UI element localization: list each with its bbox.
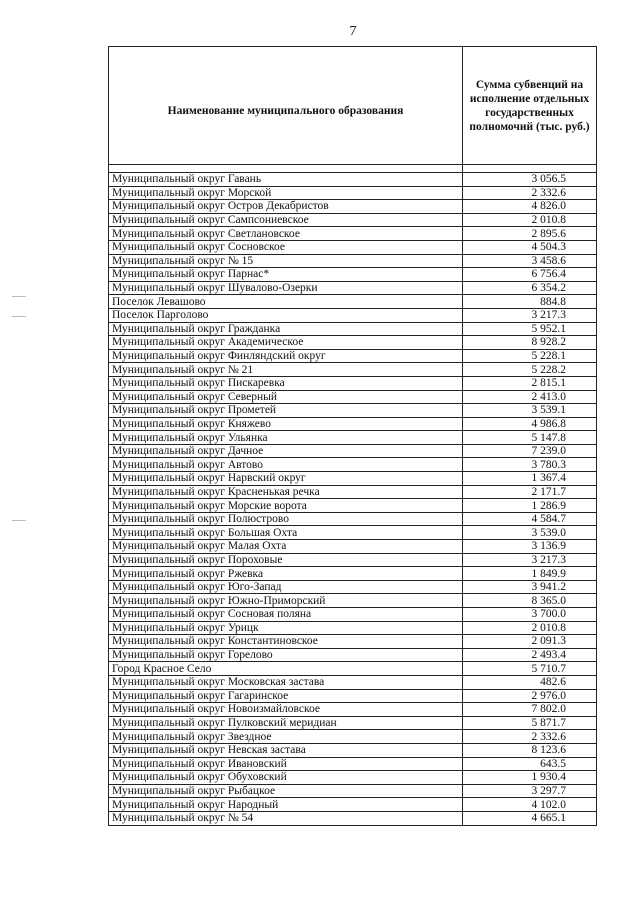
municipality-name-cell: Муниципальный округ Юго-Запад (109, 580, 463, 594)
subvention-amount-cell: 5 147.8 (463, 431, 597, 445)
table-row (109, 458, 597, 472)
subvention-amount-cell: 5 228.1 (463, 349, 597, 363)
municipality-name-cell: Муниципальный округ Красненькая речка (109, 485, 463, 499)
table-row (109, 254, 597, 268)
subvention-amount-cell: 4 986.8 (463, 417, 597, 431)
table-row (109, 580, 597, 594)
subvention-amount-cell: 3 539.1 (463, 404, 597, 418)
table-row (109, 743, 597, 757)
subvention-amount-cell: 3 458.6 (463, 254, 597, 268)
subvention-amount-cell: 8 928.2 (463, 336, 597, 350)
subvention-amount-cell: 3 780.3 (463, 458, 597, 472)
subvention-amount-cell: 2 895.6 (463, 227, 597, 241)
table-row (109, 390, 597, 404)
table-row (109, 240, 597, 254)
table-row (109, 268, 597, 282)
table-row (109, 512, 597, 526)
municipality-name-cell: Муниципальный округ Морской (109, 186, 463, 200)
subvention-amount-cell: 2 332.6 (463, 730, 597, 744)
subvention-amount-cell: 2 091.3 (463, 635, 597, 649)
table-row (109, 716, 597, 730)
municipality-name-cell: Муниципальный округ Урицк (109, 621, 463, 635)
table-row (109, 567, 597, 581)
subvention-amount-cell: 643.5 (463, 757, 597, 771)
subvention-table (108, 46, 597, 826)
municipality-name-cell: Муниципальный округ Финляндский округ (109, 349, 463, 363)
table-row (109, 308, 597, 322)
municipality-name-cell: Муниципальный округ Константиновское (109, 635, 463, 649)
table-row (109, 499, 597, 513)
subvention-amount-cell: 6 756.4 (463, 268, 597, 282)
table-row (109, 281, 597, 295)
subvention-amount-cell: 3 136.9 (463, 540, 597, 554)
table-row (109, 200, 597, 214)
subvention-amount-cell: 2 493.4 (463, 648, 597, 662)
municipality-name-cell: Муниципальный округ Обуховский (109, 771, 463, 785)
table-row (109, 608, 597, 622)
table-row (109, 553, 597, 567)
municipality-name-cell: Муниципальный округ Светлановское (109, 227, 463, 241)
table-row (109, 730, 597, 744)
municipality-name-cell: Муниципальный округ Рыбацкое (109, 784, 463, 798)
municipality-name-cell: Муниципальный округ Пискаревка (109, 376, 463, 390)
municipality-name-cell: Муниципальный округ Автово (109, 458, 463, 472)
subvention-amount-cell: 4 102.0 (463, 798, 597, 812)
column-header-sum: Сумма субвенций на исполнение отдельных государственных полномочий (тыс. руб.) (463, 47, 597, 165)
municipality-name-cell: Муниципальный округ Сампсониевское (109, 213, 463, 227)
table-row (109, 227, 597, 241)
table-row (109, 444, 597, 458)
table-row (109, 186, 597, 200)
table-row (109, 540, 597, 554)
subvention-amount-cell: 3 217.3 (463, 308, 597, 322)
table-row (109, 295, 597, 309)
table-row (109, 784, 597, 798)
table-row (109, 431, 597, 445)
municipality-name-cell: Муниципальный округ Княжево (109, 417, 463, 431)
subvention-amount-cell: 482.6 (463, 675, 597, 689)
table-row (109, 648, 597, 662)
table-row (109, 363, 597, 377)
table-row (109, 472, 597, 486)
subvention-amount-cell: 6 354.2 (463, 281, 597, 295)
table-row (109, 621, 597, 635)
municipality-name-cell: Поселок Парголово (109, 308, 463, 322)
table-row (109, 322, 597, 336)
subvention-amount-cell: 7 239.0 (463, 444, 597, 458)
subvention-table-container (108, 46, 590, 826)
table-row (109, 173, 597, 187)
municipality-name-cell: Муниципальный округ Гагаринское (109, 689, 463, 703)
subvention-amount-cell: 1 930.4 (463, 771, 597, 785)
table-row (109, 798, 597, 812)
subvention-amount-cell: 8 123.6 (463, 743, 597, 757)
scan-margin-mark (12, 520, 26, 521)
subvention-amount-cell: 2 010.8 (463, 621, 597, 635)
subvention-amount-cell: 5 871.7 (463, 716, 597, 730)
municipality-name-cell: Муниципальный округ Гавань (109, 173, 463, 187)
municipality-name-cell: Муниципальный округ Нарвский округ (109, 472, 463, 486)
table-body (109, 165, 597, 826)
municipality-name-cell: Муниципальный округ Горелово (109, 648, 463, 662)
table-row (109, 771, 597, 785)
subvention-amount-cell: 4 504.3 (463, 240, 597, 254)
table-row (109, 376, 597, 390)
municipality-name-cell: Муниципальный округ Московская застава (109, 675, 463, 689)
subvention-amount-cell: 884.8 (463, 295, 597, 309)
municipality-name-cell: Муниципальный округ Шувалово-Озерки (109, 281, 463, 295)
subvention-amount-cell: 8 365.0 (463, 594, 597, 608)
scan-margin-mark (12, 296, 26, 297)
municipality-name-cell: Муниципальный округ Пулковский меридиан (109, 716, 463, 730)
subvention-amount-cell: 4 665.1 (463, 811, 597, 825)
subvention-amount-cell: 3 539.0 (463, 526, 597, 540)
subvention-amount-cell: 7 802.0 (463, 703, 597, 717)
municipality-name-cell: Муниципальный округ Полюстрово (109, 512, 463, 526)
subvention-amount-cell: 3 297.7 (463, 784, 597, 798)
table-row (109, 485, 597, 499)
subvention-amount-cell: 4 826.0 (463, 200, 597, 214)
table-row (109, 404, 597, 418)
municipality-name-cell: Муниципальный округ Сосновая поляна (109, 608, 463, 622)
municipality-name-cell: Поселок Левашово (109, 295, 463, 309)
subvention-amount-cell: 3 056.5 (463, 173, 597, 187)
table-header-row (109, 47, 597, 165)
page-number: 7 (349, 24, 357, 39)
column-header-name: Наименование муниципального образования (109, 47, 463, 165)
subvention-amount-cell: 4 584.7 (463, 512, 597, 526)
municipality-name-cell: Муниципальный округ № 54 (109, 811, 463, 825)
municipality-name-cell: Муниципальный округ Народный (109, 798, 463, 812)
header-spacer-row (109, 165, 597, 173)
subvention-amount-cell: 3 941.2 (463, 580, 597, 594)
municipality-name-cell: Муниципальный округ Малая Охта (109, 540, 463, 554)
table-row (109, 811, 597, 825)
subvention-amount-cell: 5 952.1 (463, 322, 597, 336)
municipality-name-cell: Муниципальный округ Дачное (109, 444, 463, 458)
subvention-amount-cell: 2 413.0 (463, 390, 597, 404)
table-row (109, 689, 597, 703)
municipality-name-cell: Муниципальный округ № 15 (109, 254, 463, 268)
subvention-amount-cell: 2 171.7 (463, 485, 597, 499)
municipality-name-cell: Город Красное Село (109, 662, 463, 676)
table-row (109, 594, 597, 608)
table-row (109, 526, 597, 540)
table-row (109, 662, 597, 676)
municipality-name-cell: Муниципальный округ Звездное (109, 730, 463, 744)
table-row (109, 417, 597, 431)
subvention-amount-cell: 3 217.3 (463, 553, 597, 567)
subvention-amount-cell: 1 367.4 (463, 472, 597, 486)
table-row (109, 675, 597, 689)
municipality-name-cell: Муниципальный округ Большая Охта (109, 526, 463, 540)
municipality-name-cell: Муниципальный округ Северный (109, 390, 463, 404)
subvention-amount-cell: 2 332.6 (463, 186, 597, 200)
municipality-name-cell: Муниципальный округ Невская застава (109, 743, 463, 757)
table-row (109, 349, 597, 363)
municipality-name-cell: Муниципальный округ Ульянка (109, 431, 463, 445)
municipality-name-cell: Муниципальный округ Сосновское (109, 240, 463, 254)
subvention-amount-cell: 2 815.1 (463, 376, 597, 390)
subvention-amount-cell: 2 010.8 (463, 213, 597, 227)
municipality-name-cell: Муниципальный округ Морские ворота (109, 499, 463, 513)
municipality-name-cell: Муниципальный округ Пороховые (109, 553, 463, 567)
municipality-name-cell: Муниципальный округ Новоизмайловское (109, 703, 463, 717)
municipality-name-cell: Муниципальный округ Прометей (109, 404, 463, 418)
scan-margin-mark (12, 316, 26, 317)
municipality-name-cell: Муниципальный округ Гражданка (109, 322, 463, 336)
table-row (109, 213, 597, 227)
municipality-name-cell: Муниципальный округ Остров Декабристов (109, 200, 463, 214)
subvention-amount-cell: 5 228.2 (463, 363, 597, 377)
subvention-amount-cell: 1 286.9 (463, 499, 597, 513)
table-row (109, 703, 597, 717)
municipality-name-cell: Муниципальный округ Академическое (109, 336, 463, 350)
table-row (109, 635, 597, 649)
subvention-amount-cell: 1 849.9 (463, 567, 597, 581)
municipality-name-cell: Муниципальный округ Парнас* (109, 268, 463, 282)
municipality-name-cell: Муниципальный округ Ржевка (109, 567, 463, 581)
municipality-name-cell: Муниципальный округ № 21 (109, 363, 463, 377)
subvention-amount-cell: 3 700.0 (463, 608, 597, 622)
table-row (109, 757, 597, 771)
table-row (109, 336, 597, 350)
municipality-name-cell: Муниципальный округ Южно-Приморский (109, 594, 463, 608)
subvention-amount-cell: 5 710.7 (463, 662, 597, 676)
municipality-name-cell: Муниципальный округ Ивановский (109, 757, 463, 771)
subvention-amount-cell: 2 976.0 (463, 689, 597, 703)
